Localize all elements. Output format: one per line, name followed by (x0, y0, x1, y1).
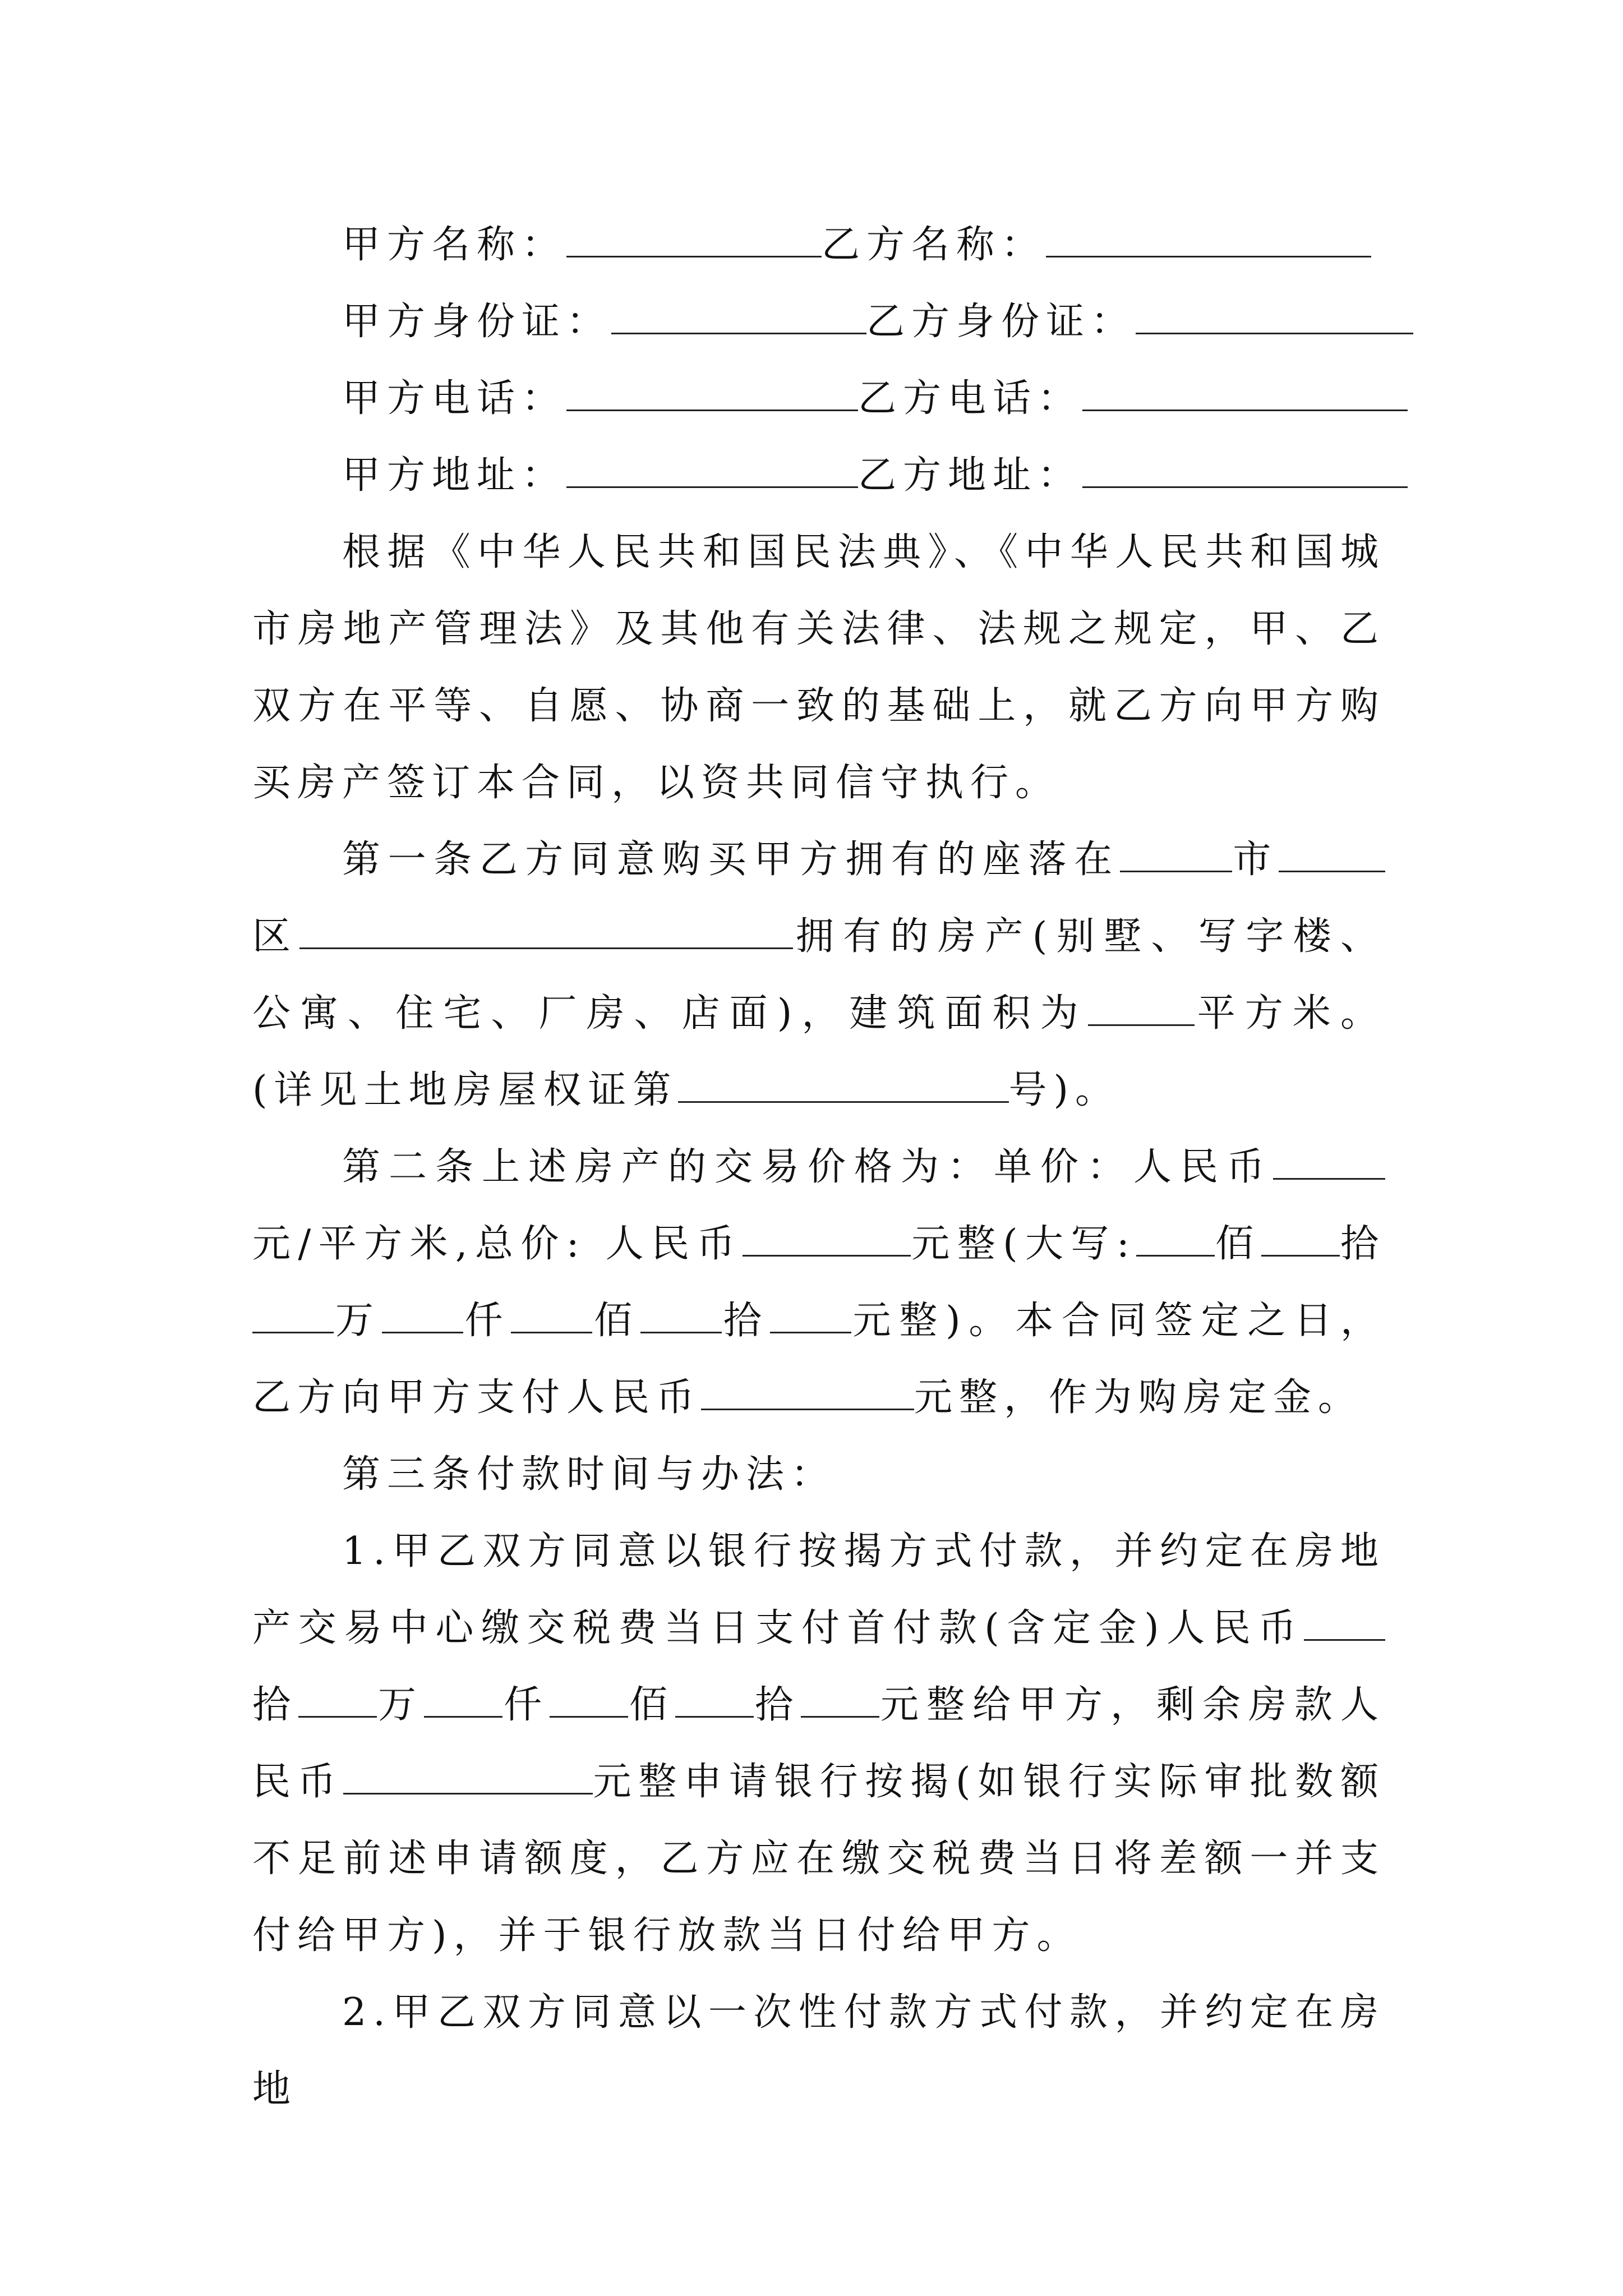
clause-1-text: 拾 (252, 1683, 298, 1727)
party-b-id-label: 乙方身份证： (866, 300, 1136, 344)
article-1-text: 平方米。(详见土地房屋权证第 (252, 991, 1385, 1112)
article-2-text: 佰 (592, 1299, 640, 1343)
certificate-number-blank (678, 1069, 1009, 1103)
party-name-row (252, 206, 1385, 283)
district-blank (299, 915, 793, 949)
article-3-title: 第三条付款时间与办法： (342, 1452, 836, 1497)
clause-1 (252, 1513, 1385, 1974)
article-1-text: 第一条乙方同意购买甲方拥有的座落在 (342, 838, 1120, 882)
party-a-id-label: 甲方身份证： (342, 300, 612, 344)
clause-1-text: 万 (377, 1683, 424, 1727)
party-b-address-label: 乙方地址： (858, 453, 1083, 498)
article-2-text: 第二条上述房产的交易价格为：单价：人民币 (342, 1145, 1273, 1189)
article-2-text: 元/平方米,总价: 人民币 (252, 1222, 743, 1266)
amount-blank (252, 1299, 334, 1333)
party-a-phone-blank (566, 377, 858, 411)
amount-blank (382, 1299, 463, 1333)
clause-1-text: 1.甲乙双方同意以银行按揭方式付款，并约定在房地产交易中心缴交税费当日支付首付款(含定金)人民币 (252, 1529, 1385, 1650)
amount-blank (801, 1683, 879, 1718)
article-2 (252, 1129, 1385, 1436)
amount-blank (424, 1683, 502, 1718)
clause-1-text: 元整申请银行按揭(如银行实际审批数额不足前述申请额度，乙方应在缴交税费当日将差额一并支付给甲方)，并于银行放款当日付给甲方。 (252, 1760, 1385, 1958)
article-2-text: 元整)。本合同签定之日，乙方向甲方支付人民币 (252, 1299, 1385, 1420)
party-a-address-label: 甲方地址： (342, 453, 567, 498)
article-1-text: 号)。 (1008, 1068, 1121, 1112)
party-b-phone-label: 乙方电话： (858, 376, 1083, 421)
party-a-name-label: 甲方名称： (342, 223, 567, 267)
amount-blank (675, 1683, 754, 1718)
clause-2: 2.甲乙双方同意以一次性付款方式付款，并约定在房地 (252, 1990, 1385, 2111)
deposit-blank (701, 1376, 914, 1410)
party-b-id-blank (1136, 300, 1413, 334)
party-a-name-blank (566, 223, 822, 257)
unit-price-blank (1273, 1145, 1385, 1180)
party-a-address-blank (566, 454, 858, 488)
article-2-text: 拾 (1339, 1222, 1385, 1266)
contract-body (252, 206, 1385, 2128)
total-price-blank (743, 1222, 911, 1257)
article-1 (252, 821, 1385, 1129)
party-a-phone-label: 甲方电话： (342, 376, 567, 421)
amount-blank (770, 1299, 851, 1333)
party-b-address-blank (1082, 454, 1408, 488)
article-2-text: 仟 (463, 1299, 511, 1343)
party-id-row (252, 283, 1385, 360)
article-1-text: 拥有的房产(别墅、写字楼、公寓、住宅、厂房、店面)，建筑面积为 (252, 914, 1385, 1036)
amount-blank (640, 1299, 722, 1333)
party-b-name-blank (1046, 223, 1371, 257)
amount-blank (298, 1683, 377, 1718)
article-2-text: 元整(大写: (910, 1222, 1136, 1266)
preamble-paragraph: 根据《中华人民共和国民法典》、《中华人民共和国城市房地产管理法》及其他有关法律、法规之规定，甲、乙双方在平等、自愿、协商一致的基础上，就乙方向甲方购买房产签订本合同，以资共同信守执行。 (252, 530, 1385, 805)
party-address-row (252, 437, 1385, 514)
article-2-text: 元整，作为购房定金。 (914, 1375, 1363, 1420)
party-a-id-blank (611, 300, 866, 334)
clause-1-text: 拾 (754, 1683, 801, 1727)
area-blank (1088, 992, 1195, 1026)
party-b-name-label: 乙方名称： (822, 223, 1046, 267)
amount-blank (1136, 1222, 1215, 1257)
mortgage-amount-blank (343, 1760, 593, 1795)
amount-blank (1261, 1222, 1340, 1257)
article-1-text: 市 (1232, 838, 1279, 882)
party-b-phone-blank (1082, 377, 1408, 411)
article-2-text: 万 (334, 1299, 382, 1343)
district-prefix-blank (1279, 838, 1385, 872)
clause-1-text: 仟 (502, 1683, 550, 1727)
article-2-text: 佰 (1214, 1222, 1261, 1266)
amount-blank (511, 1299, 592, 1333)
clause-1-text: 元整给甲方，剩余房款人民币 (252, 1683, 1385, 1804)
article-2-text: 拾 (721, 1299, 770, 1343)
amount-blank (1304, 1607, 1385, 1641)
clause-1-text: 佰 (628, 1683, 675, 1727)
city-blank (1120, 838, 1232, 872)
amount-blank (550, 1683, 628, 1718)
article-1-text: 区 (252, 914, 300, 959)
party-phone-row (252, 360, 1385, 437)
